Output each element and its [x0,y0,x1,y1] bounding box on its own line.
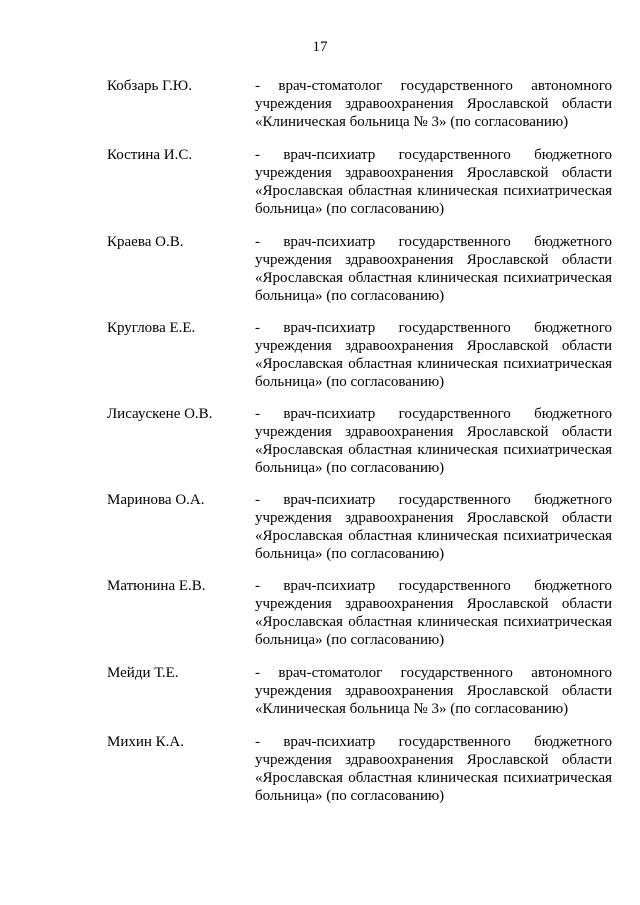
member-name: Михин К.А. [107,734,185,750]
member-position [255,77,612,131]
member-entry [107,405,612,485]
member-name: Маринова О.А. [107,492,205,508]
position-line: «Клиническая больница № 3» (по согласованию) [255,701,569,717]
member-entry [107,733,612,813]
member-entry [107,577,612,657]
position-line: учреждения здравоохранения Ярославской области [255,752,612,768]
position-line: «Ярославская областная клиническая психиатрическая [255,183,612,199]
member-name: Лисаускене О.В. [107,406,213,422]
position-line: - врач-психиатр государственного бюджетного [255,492,612,508]
position-line: «Ярославская областная клиническая психиатрическая [255,614,612,630]
member-entry [107,233,612,313]
member-name: Матюнина Е.В. [107,578,206,594]
position-line: «Ярославская областная клиническая психиатрическая [255,356,612,372]
position-line: «Клиническая больница № 3» (по согласованию) [255,114,569,130]
member-name: Костина И.С. [107,147,193,163]
position-line: учреждения здравоохранения Ярославской области [255,596,612,612]
member-entry [107,664,612,744]
member-position [255,319,612,391]
position-line: больница» (по согласованию) [255,546,445,562]
position-line: учреждения здравоохранения Ярославской области [255,252,612,268]
member-name: Краева О.В. [107,234,184,250]
page-number: 17 [312,39,328,55]
position-line: «Ярославская областная клиническая психиатрическая [255,528,612,544]
position-line: учреждения здравоохранения Ярославской области [255,424,612,440]
position-line: учреждения здравоохранения Ярославской области [255,510,612,526]
position-line: - врач-стоматолог государственного автономного [255,665,612,681]
member-position [255,405,612,477]
member-name: Мейди Т.Е. [107,665,179,681]
position-line: - врач-психиатр государственного бюджетного [255,234,612,250]
position-line: больница» (по согласованию) [255,288,445,304]
member-position [255,491,612,563]
position-line: больница» (по согласованию) [255,460,445,476]
position-line: больница» (по согласованию) [255,632,445,648]
position-line: «Ярославская областная клиническая психиатрическая [255,442,612,458]
position-line: - врач-психиатр государственного бюджетного [255,147,612,163]
position-line: - врач-психиатр государственного бюджетного [255,406,612,422]
position-line: - врач-психиатр государственного бюджетного [255,734,612,750]
member-name: Кобзарь Г.Ю. [107,78,192,94]
member-position [255,577,612,649]
position-line: «Ярославская областная клиническая психиатрическая [255,270,612,286]
member-position [255,146,612,218]
position-line: «Ярославская областная клиническая психиатрическая [255,770,612,786]
member-entry [107,491,612,571]
position-line: - врач-психиатр государственного бюджетного [255,320,612,336]
position-line: больница» (по согласованию) [255,788,445,804]
position-line: учреждения здравоохранения Ярославской области [255,165,612,181]
position-line: больница» (по согласованию) [255,374,445,390]
position-line: учреждения здравоохранения Ярославской области [255,338,612,354]
member-position [255,733,612,805]
position-line: учреждения здравоохранения Ярославской области [255,96,612,112]
member-entry [107,77,612,157]
member-position [255,233,612,305]
position-line: - врач-психиатр государственного бюджетного [255,578,612,594]
member-name: Круглова Е.Е. [107,320,196,336]
member-entry [107,319,612,399]
position-line: больница» (по согласованию) [255,201,445,217]
member-entry [107,146,612,226]
position-line: учреждения здравоохранения Ярославской области [255,683,612,699]
member-position [255,664,612,718]
position-line: - врач-стоматолог государственного автономного [255,78,612,94]
